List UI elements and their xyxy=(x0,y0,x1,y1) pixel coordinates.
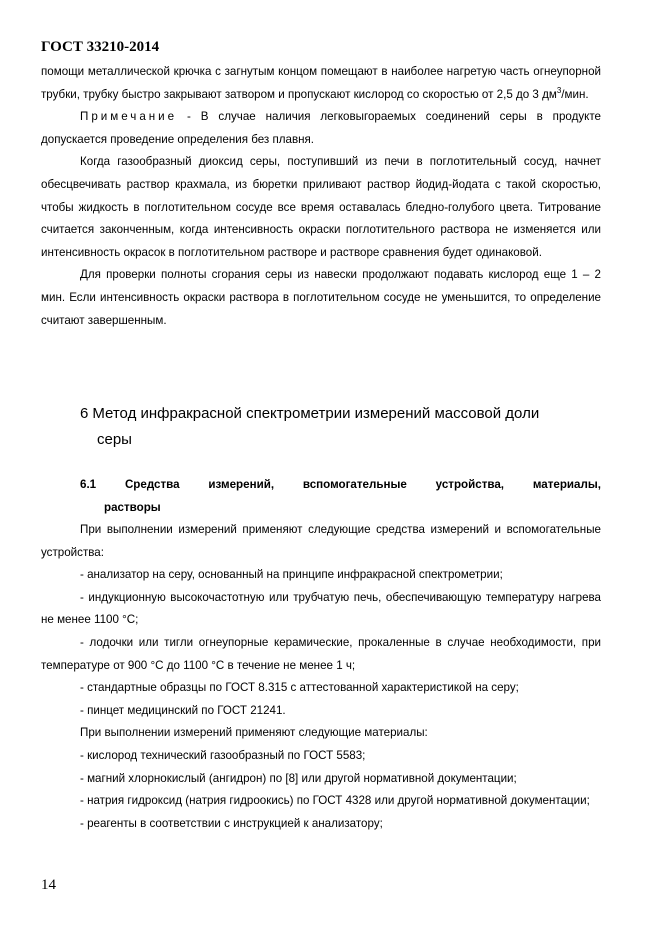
list-item: - анализатор на серу, основанный на принципе инфракрасной спектрометрии; xyxy=(80,568,503,582)
subsection-word: устройства, xyxy=(435,478,505,491)
list-item: - магний хлорнокислый (ангидрон) по [8] или другой нормативной документации; xyxy=(80,771,517,785)
section-number: 6 xyxy=(80,405,89,422)
list-item: - лодочки или тигли огнеупорные керамические, прокаленные в случае необходимости, при температуре от 900 °С до 1100 °С в течение не менее 1 ч; xyxy=(41,635,601,672)
document-header: ГОСТ 33210-2014 xyxy=(41,39,160,55)
list-item: - натрия гидроксид (натрия гидроокись) по ГОСТ 4328 или другой нормативной документации; xyxy=(80,794,590,808)
subsection-word: измерений, xyxy=(208,478,275,491)
subsection-word: материалы, xyxy=(532,478,601,491)
top-text-block xyxy=(41,61,601,332)
subsection-word: Средства xyxy=(124,478,180,491)
subsection-heading xyxy=(80,474,601,519)
section-title-line2: серы xyxy=(97,431,132,448)
list-item: - пинцет медицинский по ГОСТ 21241. xyxy=(80,703,286,717)
paragraph-completeness: Для проверки полноты сгорания серы из навески продолжают подавать кислород еще 1 – 2 мин. Если интенсивность окраски раствора в поглотительном сосуде не уменьшится, то определение считают завершенным. xyxy=(41,268,601,327)
note-label: Примечание xyxy=(80,110,178,124)
paragraph-text: помощи металлической крючка с загнутым концом помещают в наиболее нагретую часть огнеупорной трубки, трубку быстро закрывают затвором и пропускают кислород со скоростью от 2,5 до 3 дм xyxy=(41,65,601,101)
page-number: 14 xyxy=(41,877,56,893)
subsection-number: 6.1 xyxy=(80,478,97,491)
section-title-line1: Метод инфракрасной спектрометрии измерений массовой доли xyxy=(92,405,540,422)
list-item: - стандартные образцы по ГОСТ 8.315 с аттестованной характеристикой на серу; xyxy=(80,681,519,695)
materials-intro: При выполнении измерений применяют следующие материалы: xyxy=(80,726,428,740)
paragraph-continuation xyxy=(41,61,601,106)
paragraph-text-end: /мин. xyxy=(561,87,589,101)
paragraph-titration: Когда газообразный диоксид серы, поступивший из печи в поглотительный сосуд, начнет обесцвечивать раствор крахмала, из бюретки приливают раствор йодид-йодата с такой скоростью, чтобы жидкость в поглотительном сосуде все время оставалась бледно-голубого цвета. Титрование считается законченным, когда интенсивность окраски поглотительного раствора не изменяется или интенсивность окрасок в поглотительном растворе и растворе сравнения будет одинаковой. xyxy=(41,155,601,259)
subsection-title-line2: растворы xyxy=(104,500,161,514)
subsection-word: вспомогательные xyxy=(302,478,407,491)
superscript: 3 xyxy=(556,85,562,95)
equipment-intro: При выполнении измерений применяют следующие средства измерений и вспомогательные устройства: xyxy=(41,523,601,559)
section-heading xyxy=(80,401,601,453)
bottom-text-block xyxy=(41,519,601,835)
note-text: - В случае наличия легковыгораемых соединений серы в продукте допускается проведение определения без плавня. xyxy=(41,110,601,146)
note-paragraph xyxy=(41,106,601,151)
list-item: - кислород технический газообразный по ГОСТ 5583; xyxy=(80,748,366,762)
list-item: - индукционную высокочастотную или трубчатую печь, обеспечивающую температуру нагрева не менее 1100 °С; xyxy=(41,590,601,627)
list-item: - реагенты в соответствии с инструкцией к анализатору; xyxy=(80,816,383,830)
